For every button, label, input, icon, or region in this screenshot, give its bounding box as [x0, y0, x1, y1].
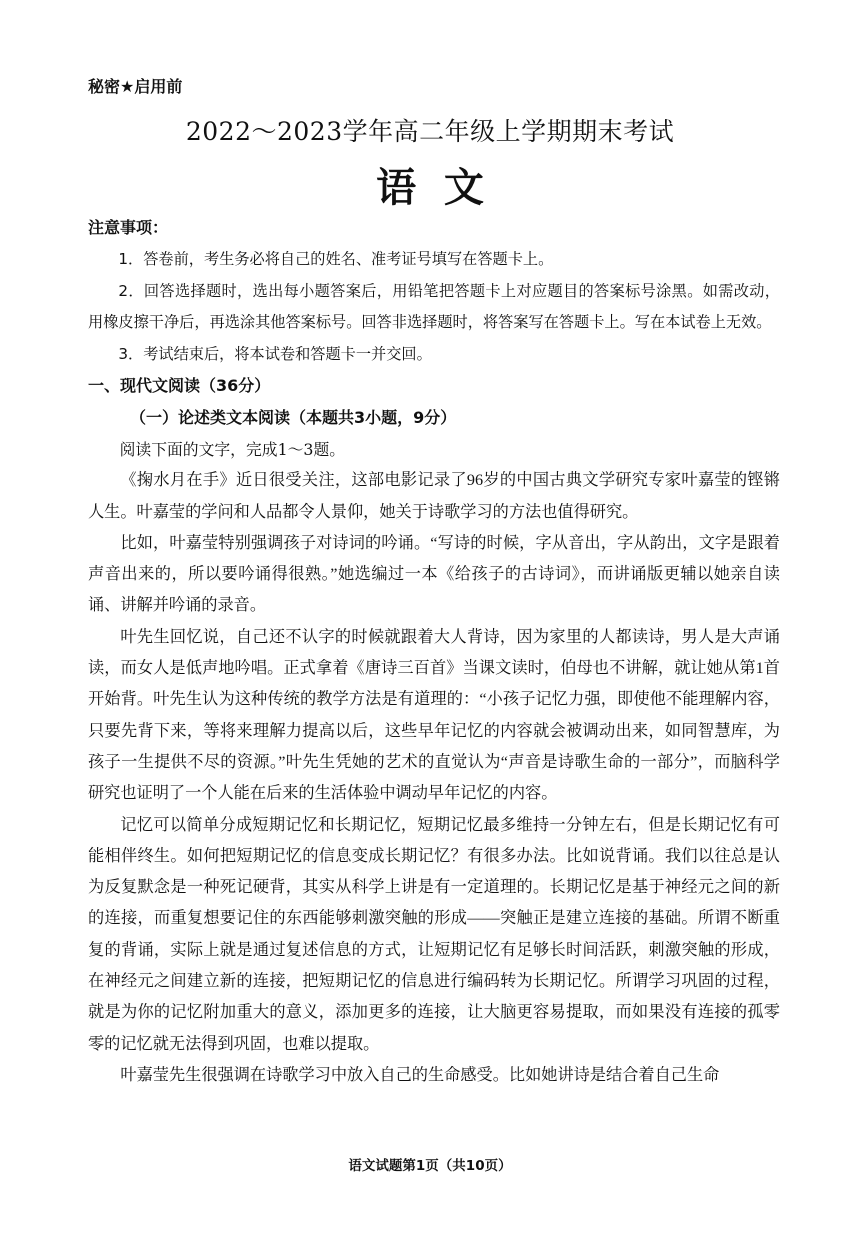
page-footer: 语文试题第1页（共10页）: [348, 1158, 512, 1174]
article-paragraph: 记忆可以简单分成短期记忆和长期记忆，短期记忆最多维持一分钟左右，但是长期记忆有可能相伴终生。如何把短期记忆的信息变成长期记忆？有很多办法。比如说背诵。我们以往总是认为反复默念是一种死记硬背，其实从科学上讲是有一定道理的。长期记忆是基于神经元之间的新的连接，而重复想要记住的东西能够刺激突触的形成——突触正是建立连接的基础。所谓不断重复的背诵，实际上就是通过复述信息的方式，让短期记忆有足够长时间活跃，刺激突触的形成，在神经元之间建立新的连接，把短期记忆的信息进行编码转为长期记忆。所谓学习巩固的过程，就是为你的记忆附加重大的意义，添加更多的连接，让大脑更容易提取，而如果没有连接的孤零零的记忆就无法得到巩固，也难以提取。: [88, 815, 780, 1053]
article-paragraph: 比如，叶嘉莹特别强调孩子对诗词的吟诵。“写诗的时候，字从音出，字从韵出，文字是跟着声音出来的，所以要吟诵得很熟。”她选编过一本《给孩子的古诗词》，而讲诵版更辅以她亲自读诵、讲解并吟诵的录音。: [88, 533, 780, 615]
reading-instruction: 阅读下面的文字，完成1～3题。: [119, 440, 346, 459]
notice-block: [88, 212, 780, 370]
notice-item: 3．考试结束后，将本试卷和答题卡一并交回。: [118, 344, 432, 363]
exam-title: 2022～2023学年高二年级上学期期末考试: [185, 117, 675, 146]
article-paragraph: 叶先生回忆说，自己还不认字的时候就跟着大人背诗，因为家里的人都读诗，男人是大声诵读，而女人是低声地吟唱。正式拿着《唐诗三百首》当课文读时，伯母也不讲解，就让她从第1首开始背。叶先生认为这种传统的教学方法是有道理的：“小孩子记忆力强，即使他不能理解内容，只要先背下来，等将来理解力提高以后，这些早年记忆的内容就会被调动出来，如同智慧库，为孩子一生提供不尽的资源。”叶先生凭她的艺术的直觉认为“声音是诗歌生命的一部分”，而脑科学研究也证明了一个人能在后来的生活体验中调动早年记忆的内容。: [88, 627, 780, 803]
subsection-title: （一）论述类文本阅读（本题共3小题，9分）: [130, 408, 457, 427]
section-title: 一、现代文阅读（36分）: [88, 376, 271, 395]
article-paragraph: 叶嘉莹先生很强调在诗歌学习中放入自己的生命感受。比如她讲诗是结合着自己生命: [120, 1065, 720, 1084]
notice-heading: 注意事项：: [88, 218, 169, 237]
exam-body: [88, 212, 780, 1091]
notice-item: 1．答卷前，考生务必将自己的姓名、准考证号填写在答题卡上。: [118, 250, 554, 268]
article-text: [88, 465, 780, 1091]
confidential-label: 秘密★启用前: [88, 77, 183, 96]
notice-item: 2．回答选择题时，选出每小题答案后，用铅笔把答题卡上对应题目的答案标号涂黑。如需改动，用橡皮擦干净后，再选涂其他答案标号。回答非选择题时，将答案写在答题卡上。写在本试卷上无效。: [88, 281, 780, 331]
article-paragraph: 《掬水月在手》近日很受关注，这部电影记录了96岁的中国古典文学研究专家叶嘉莹的铿锵人生。叶嘉莹的学问和人品都令人景仰，她关于诗歌学习的方法也值得研究。: [88, 471, 780, 521]
subject-title: 语 文: [376, 165, 484, 211]
